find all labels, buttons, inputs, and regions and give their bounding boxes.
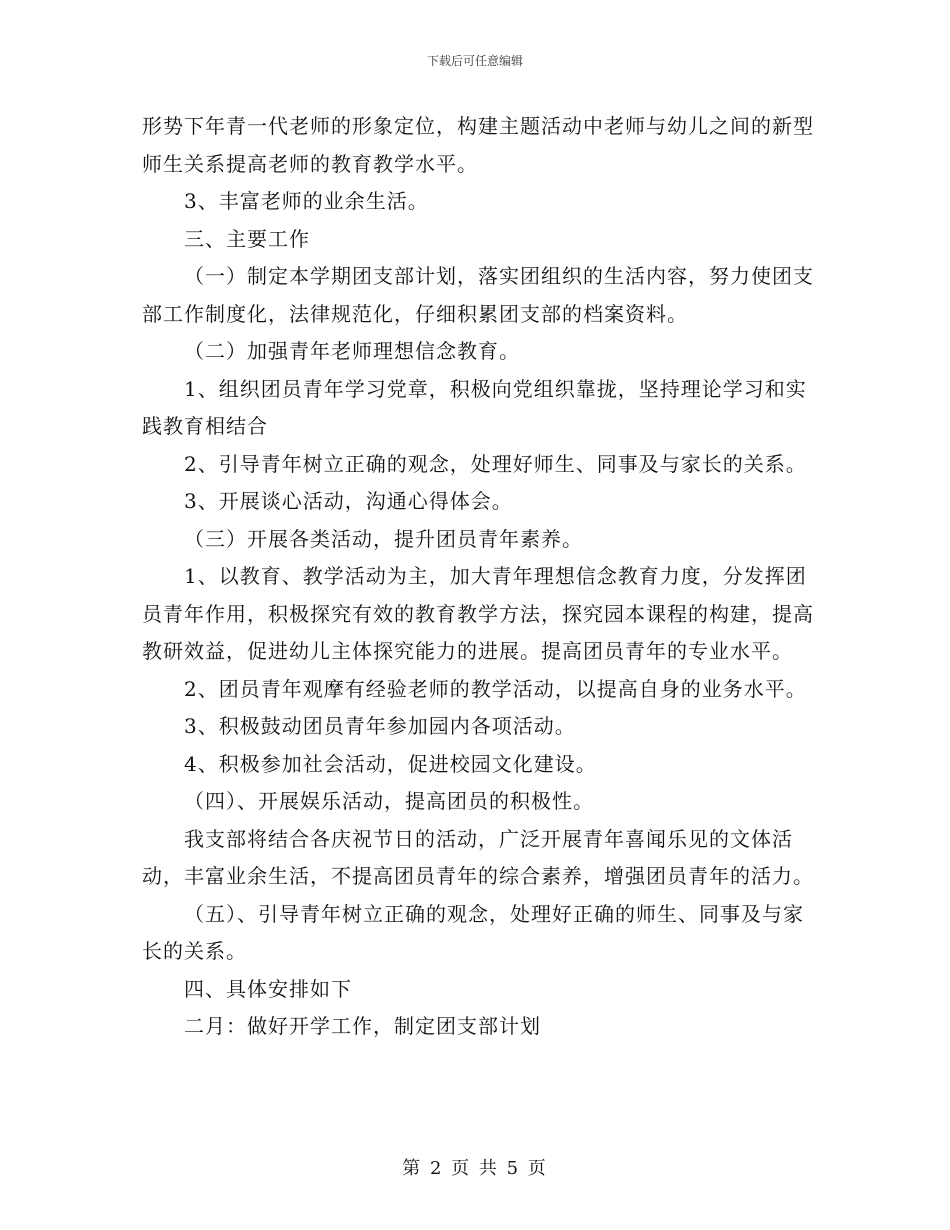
paragraph: 4、积极参加社会活动，促进校园文化建设。 xyxy=(184,751,597,776)
paragraph: 二月：做好开学工作，制定团支部计划 xyxy=(184,1014,541,1038)
document-body xyxy=(142,108,822,1046)
page-header: 下载后可任意编辑 xyxy=(426,54,523,68)
paragraph: 1、以教育、教学活动为主，加大青年理想信念教育力度，分发挥团员青年作用，积极探究有效的教育教学方法，探究园本课程的构建，提高教研效益，促进幼儿主体探究能力的进展。提高团员青年的专业水平。 xyxy=(142,564,814,663)
paragraph: 3、开展谈心活动，沟通心得体会。 xyxy=(184,489,513,513)
paragraph: 3、积极鼓动团员青年参加园内各项活动。 xyxy=(184,714,576,738)
paragraph: 3、丰富老师的业余生活。 xyxy=(184,189,429,213)
section-heading: 三、主要工作 xyxy=(184,226,310,251)
paragraph: （一）制定本学期团支部计划，落实团组织的生活内容，努力使团支部工作制度化，法律规范化，仔细积累团支部的档案资料。 xyxy=(142,264,814,326)
paragraph: 1、组织团员青年学习党章，积极向党组织靠拢，坚持理论学习和实践教育相结合 xyxy=(142,376,807,438)
subsection-heading: （四）、开展娱乐活动，提高团员的积极性。 xyxy=(184,789,594,813)
section-heading: 四、具体安排如下 xyxy=(184,976,352,1001)
subsection-heading: （二）加强青年老师理想信念教育。 xyxy=(184,339,520,363)
paragraph: 形势下年青一代老师的形象定位，构建主题活动中老师与幼儿之间的新型师生关系提高老师的教育教学水平。 xyxy=(142,114,814,176)
paragraph: 2、引导青年树立正确的观念，处理好师生、同事及与家长的关系。 xyxy=(184,451,807,476)
paragraph: （五）、引导青年树立正确的观念，处理好正确的师生、同事及与家长的关系。 xyxy=(142,901,804,963)
page-number: 第 2 页 共 5 页 xyxy=(402,1158,548,1179)
paragraph: 2、团员青年观摩有经验老师的教学活动，以提高自身的业务水平。 xyxy=(184,676,807,701)
paragraph: 我支部将结合各庆祝节日的活动，广泛开展青年喜闻乐见的文体活动，丰富业余生活，不提高团员青年的综合素养，增强团员青年的活力。 xyxy=(142,826,814,888)
subsection-heading: （三）开展各类活动，提升团员青年素养。 xyxy=(184,526,583,551)
